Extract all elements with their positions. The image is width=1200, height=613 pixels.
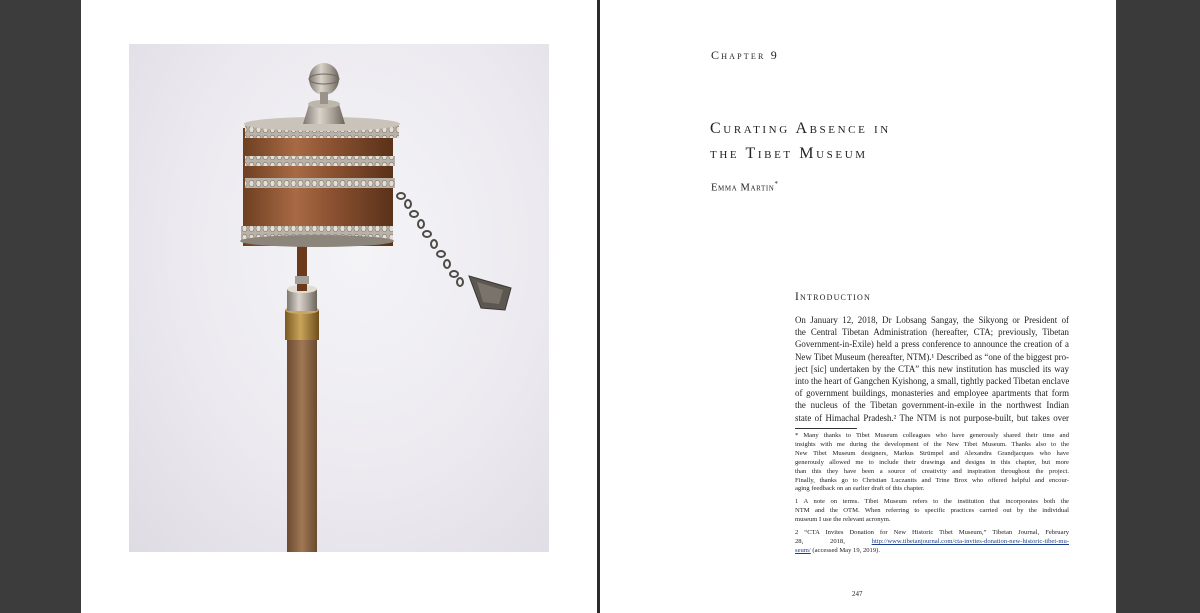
- footnote-line: NTM and the OTM. When referring to specific practices carried out by the individual: [795, 507, 1069, 515]
- body-line: of government buildings, monasteries and employee apartments that form: [795, 388, 1069, 399]
- body-line: into the heart of Gangchen Kyishong, a small, tightly packed Tibetan enclave: [795, 376, 1070, 387]
- footnote-2-url[interactable]: http://www.tibetanjournal.com/cta-invites-donation-new-historic-tibet-mu-: [871, 537, 1069, 545]
- footnote-line: than this they have been a source of creativity and inspiration throughout the project.: [795, 467, 1069, 475]
- footnote-line: Finally, thanks go to Christian Luczanits and Trine Brox who offered helpful and encour-: [795, 476, 1069, 484]
- section-heading: Introduction: [795, 291, 872, 303]
- footnotes: [795, 432, 1069, 560]
- footnote-line: generously allowed me to include their drawings and designs in this chapter, but more: [795, 458, 1069, 466]
- body-line: On January 12, 2018, Dr Lobsang Sangay, the Sikyong or President of: [795, 315, 1069, 325]
- chapter-title: [710, 116, 1040, 166]
- chapter-label: Chapter 9: [711, 48, 779, 62]
- page-number: 247: [852, 590, 863, 598]
- footnote-2-url-cont[interactable]: seum/: [795, 546, 811, 554]
- body-line: ject [sic] undertaken by the CTA” this new institution has muscled its way: [795, 363, 1069, 374]
- footnote-divider: [795, 428, 857, 429]
- body-line: state of Himachal Pradesh.² The NTM is not purpose-built, but takes over: [795, 412, 1069, 423]
- right-page: [600, 0, 1116, 613]
- prayer-wheel-photo: [129, 44, 549, 552]
- body-paragraph: [795, 314, 1069, 424]
- footnote-line: aging feedback on an earlier draft of this chapter.: [795, 485, 925, 493]
- footnote-line: insights with me during the development of the New Tibet Museum. Thanks also to the: [795, 440, 1069, 448]
- body-line: New Tibet Museum (hereafter, NTM).¹ Described as “one of the biggest pro-: [795, 351, 1069, 362]
- footnote-line: New Tibet Museum designers, Markus Strümpel and Alexandra Grandjacques who have: [795, 449, 1069, 457]
- footnote-star: [795, 432, 1069, 494]
- chapter-title-line-1: Curating Absence in: [710, 120, 891, 137]
- prayer-wheel-image: [129, 44, 549, 552]
- author-name: [711, 180, 779, 194]
- body-line: the nucleus of the Tibetan government-in-exile in the northwest Indian: [795, 400, 1069, 411]
- body-line: Government-in-Exile) held a press conference to announce the creation of a: [795, 339, 1069, 350]
- body-line: the Central Tibetan Administration (hereafter, CTA; previously, Tibetan: [795, 327, 1069, 338]
- footnote-line: 2 “CTA Invites Donation for New Historic Tibet Museum,” Tibetan Journal, February: [795, 529, 1069, 537]
- footnote-1: [795, 498, 1069, 525]
- left-page: [81, 0, 597, 613]
- footnote-2-accessed: (accessed May 19, 2019).: [810, 546, 880, 554]
- footnote-line: * Many thanks to Tibet Museum colleagues who have generously shared their time and: [795, 432, 1069, 439]
- author-text: Emma Martin: [711, 182, 775, 194]
- author-footnote-mark: *: [774, 180, 779, 188]
- footnote-line: museum I use the relevant acronym.: [795, 516, 891, 524]
- viewer-background: [1118, 0, 1200, 613]
- footnote-2-date: 28, 2018,: [795, 537, 872, 545]
- footnote-line: [795, 538, 1069, 547]
- footnote-line: 1 A note on terms. Tibet Museum refers to the institution that incorporates both the: [795, 498, 1069, 506]
- footnote-line: [795, 547, 1069, 556]
- footnote-2: [795, 529, 1069, 556]
- chapter-title-line-2: the Tibet Museum: [710, 145, 868, 162]
